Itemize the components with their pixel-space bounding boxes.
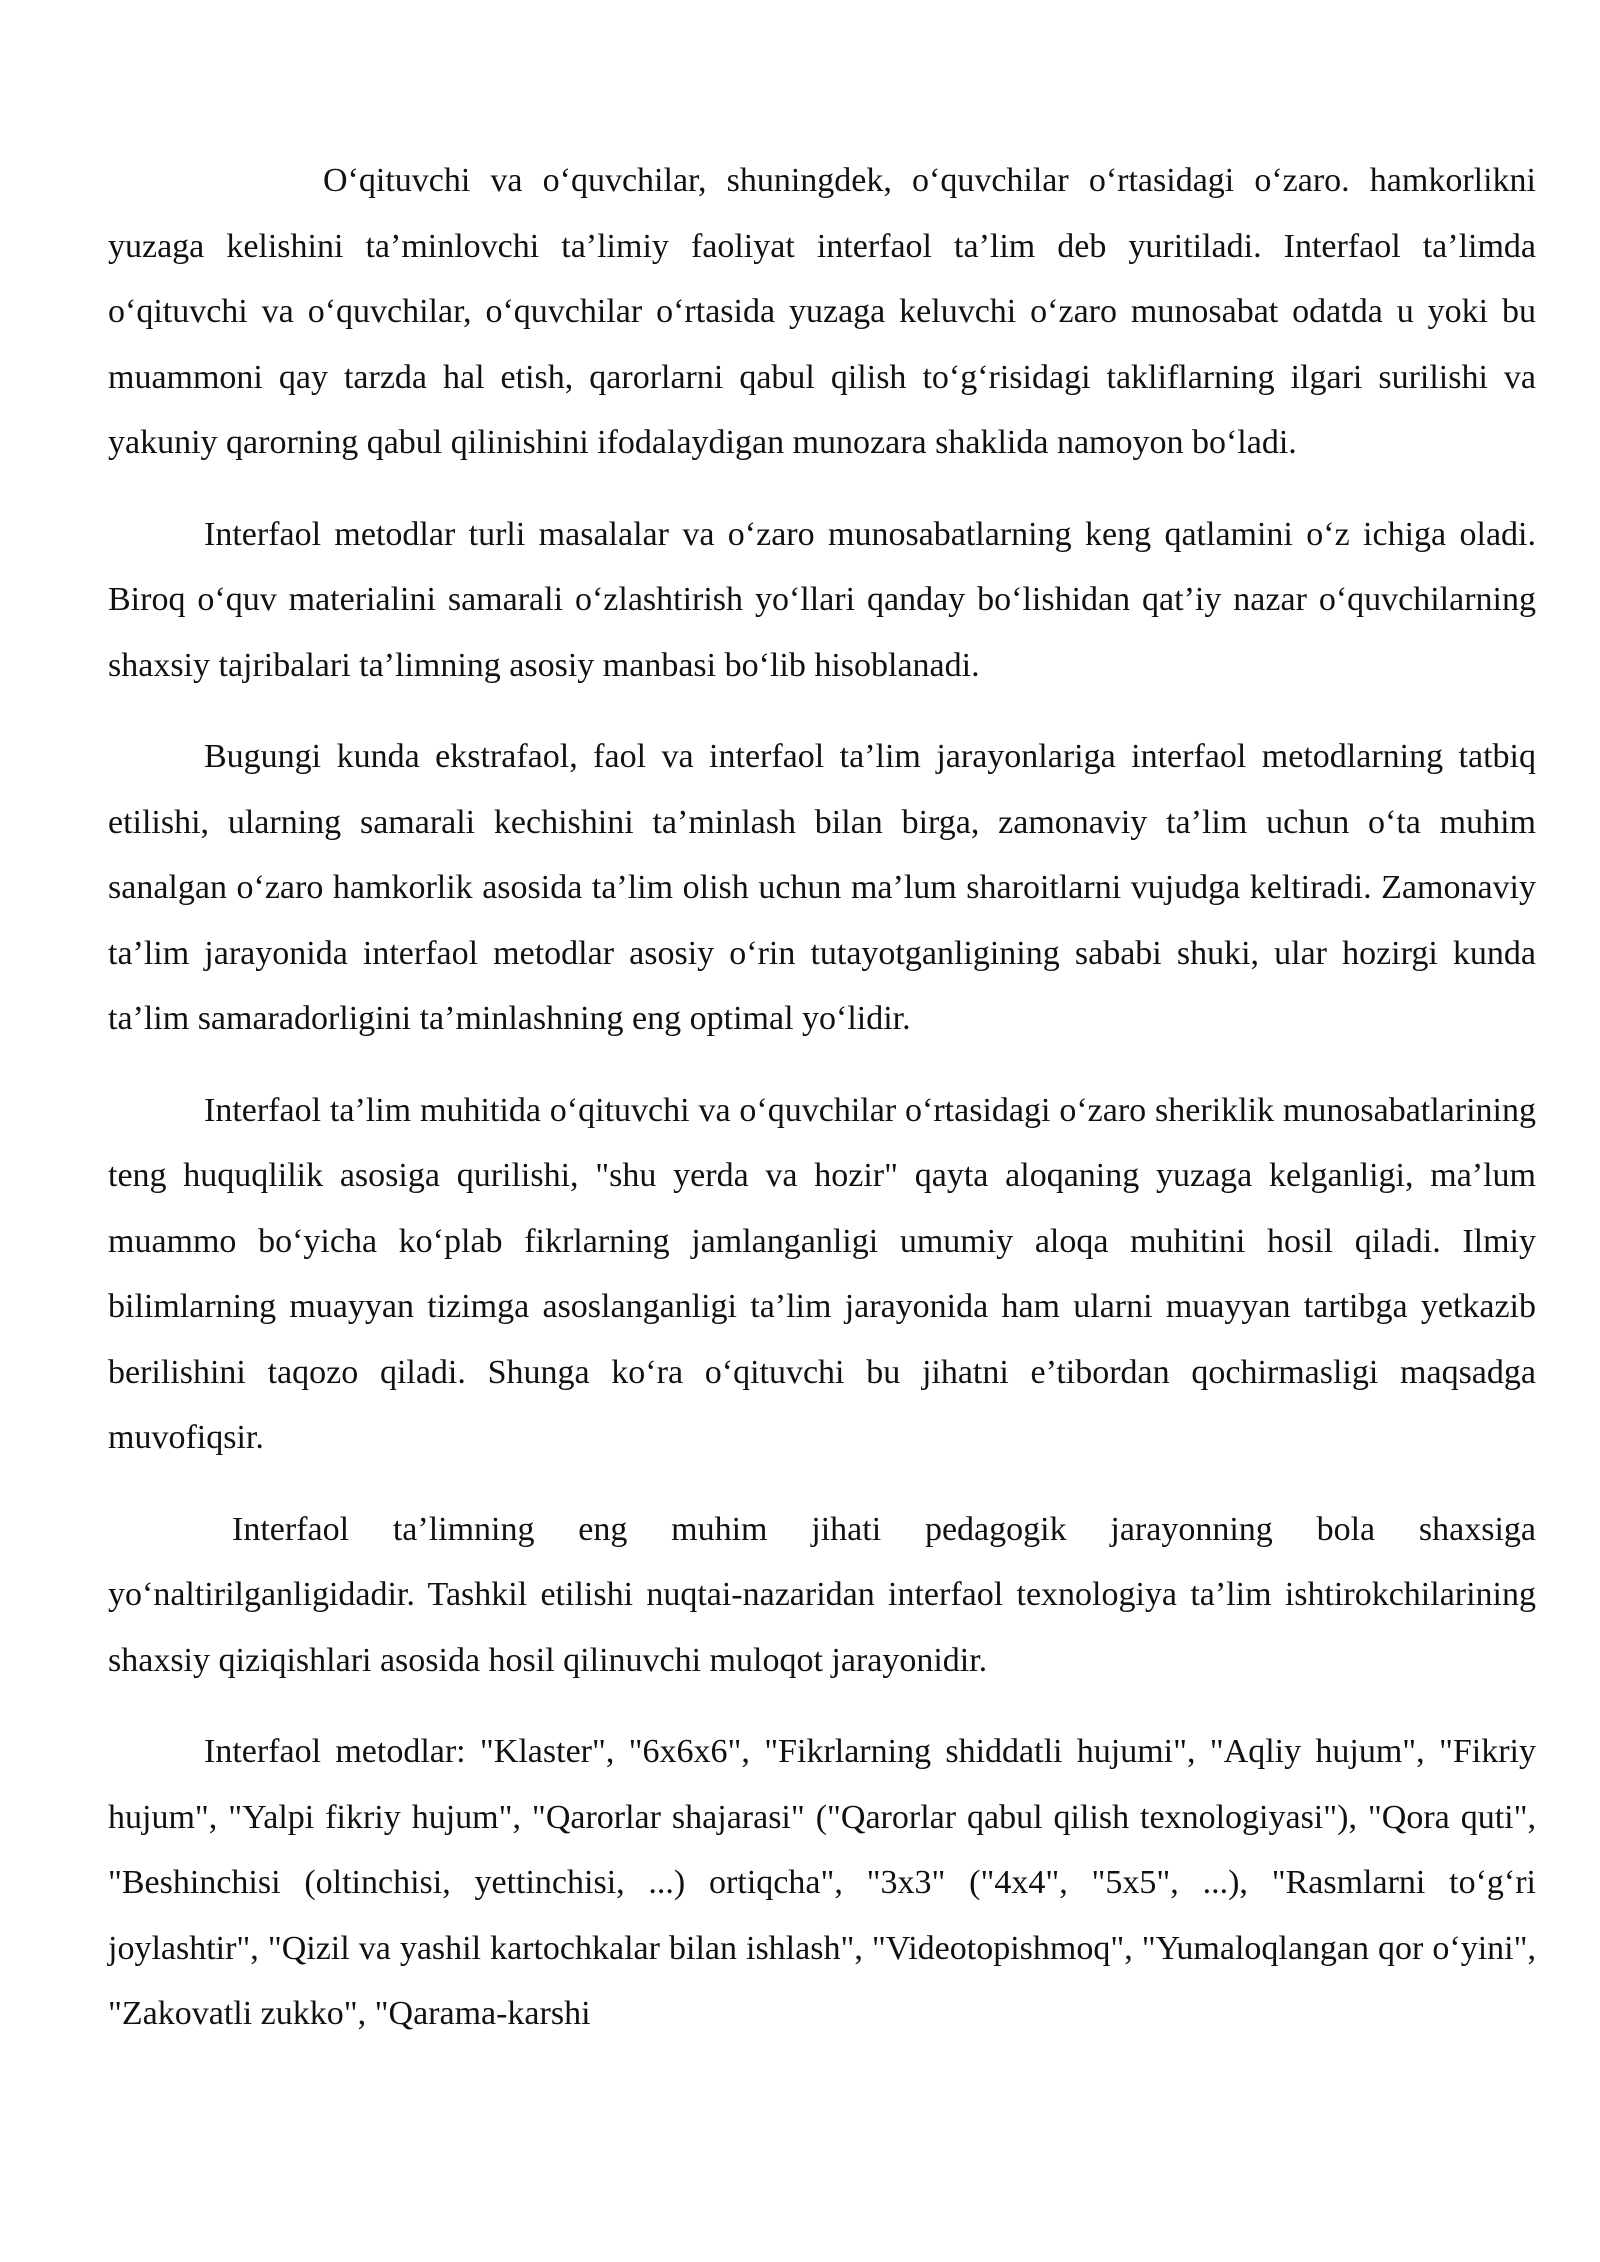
paragraph-5: Interfaol ta’limning eng muhim jihati pedagogik jarayonning bola shaxsiga yo‘naltirilganligidadir. Tashkil etilishi nuqtai-nazaridan interfaol texnologiya ta’lim ishtirokchilarining shaxsiy qiziqishlari asosida hosil qilinuvchi muloqot jarayonidir. <box>108 1510 1536 1679</box>
paragraph-1: O‘qituvchi va o‘quvchilar, shuningdek, o‘quvchilar o‘rtasidagi o‘zaro. hamkorlikni yuzaga kelishini ta’minlovchi ta’limiy faoliyat interfaol ta’lim deb yuritiladi. Interfaol ta’limda o‘qituvchi va o‘quvchilar, o‘quvchilar o‘rtasida yuzaga keluvchi o‘zaro munosabat odatda u yoki bu muammoni qay tarzda hal etish, qarorlarni qabul qilish to‘g‘risidagi takliflarning ilgari surilishi va yakuniy qarorning qabul qilinishini ifodalaydigan munozara shaklida namoyon bo‘ladi. <box>108 162 1536 461</box>
paragraph-4: Interfaol ta’lim muhitida o‘qituvchi va o‘quvchilar o‘rtasidagi o‘zaro sheriklik munosabatlarining teng huquqlilik asosiga qurilishi, "shu yerda va hozir" qayta aloqaning yuzaga kelganligi, ma’lum muammo bo‘yicha ko‘plab fikrlarning jamlanganligi umumiy aloqa muhitini hosil qiladi. Ilmiy bilimlarning muayyan tizimga asoslanganligi ta’lim jarayonida ham ularni muayyan tartibga yetkazib berilishini taqozo qiladi. Shunga ko‘ra o‘qituvchi bu jihatni e’tibordan qochirmasligi maqsadga muvofiqsir. <box>108 1091 1536 1456</box>
paragraph-3: Bugungi kunda ekstrafaol, faol va interfaol ta’lim jarayonlariga interfaol metodlarning tatbiq etilishi, ularning samarali kechishini ta’minlash bilan birga, zamonaviy ta’lim uchun o‘ta muhim sanalgan o‘zaro hamkorlik asosida ta’lim olish uchun ma’lum sharoitlarni vujudga keltiradi. Zamonaviy ta’lim jarayonida interfaol metodlar asosiy o‘rin tutayotganligining sababi shuki, ular hozirgi kunda ta’lim samaradorligini ta’minlashning eng optimal yo‘lidir. <box>108 738 1536 1037</box>
paragraph-6: Interfaol metodlar: "Klaster", "6x6x6", "Fikrlarning shiddatli hujumi", "Aqliy hujum", "Fikriy hujum", "Yalpi fikriy hujum", "Qarorlar shajarasi" ("Qarorlar qabul qilish texnologiyasi"), "Qora quti", "Beshinchisi (oltinchisi, yettinchisi, ...) ortiqcha", "3x3" ("4x4", "5x5", ...), "Rasmlarni to‘g‘ri joylashtir", "Qizil va yashil kartochkalar bilan ishlash", "Videotopishmoq", "Yumaloqlangan qor o‘yini", "Zakovatli zukko", "Qarama-karshi <box>108 1733 1536 2032</box>
paragraph-2: Interfaol metodlar turli masalalar va o‘zaro munosabatlarning keng qatlamini o‘z ichiga oladi. Biroq o‘quv materialini samarali o‘zlashtirish yo‘llari qanday bo‘lishidan qat’iy nazar o‘quvchilarning shaxsiy tajribalari ta’limning asosiy manbasi bo‘lib hisoblanadi. <box>108 515 1536 684</box>
document-page <box>108 148 1536 2047</box>
